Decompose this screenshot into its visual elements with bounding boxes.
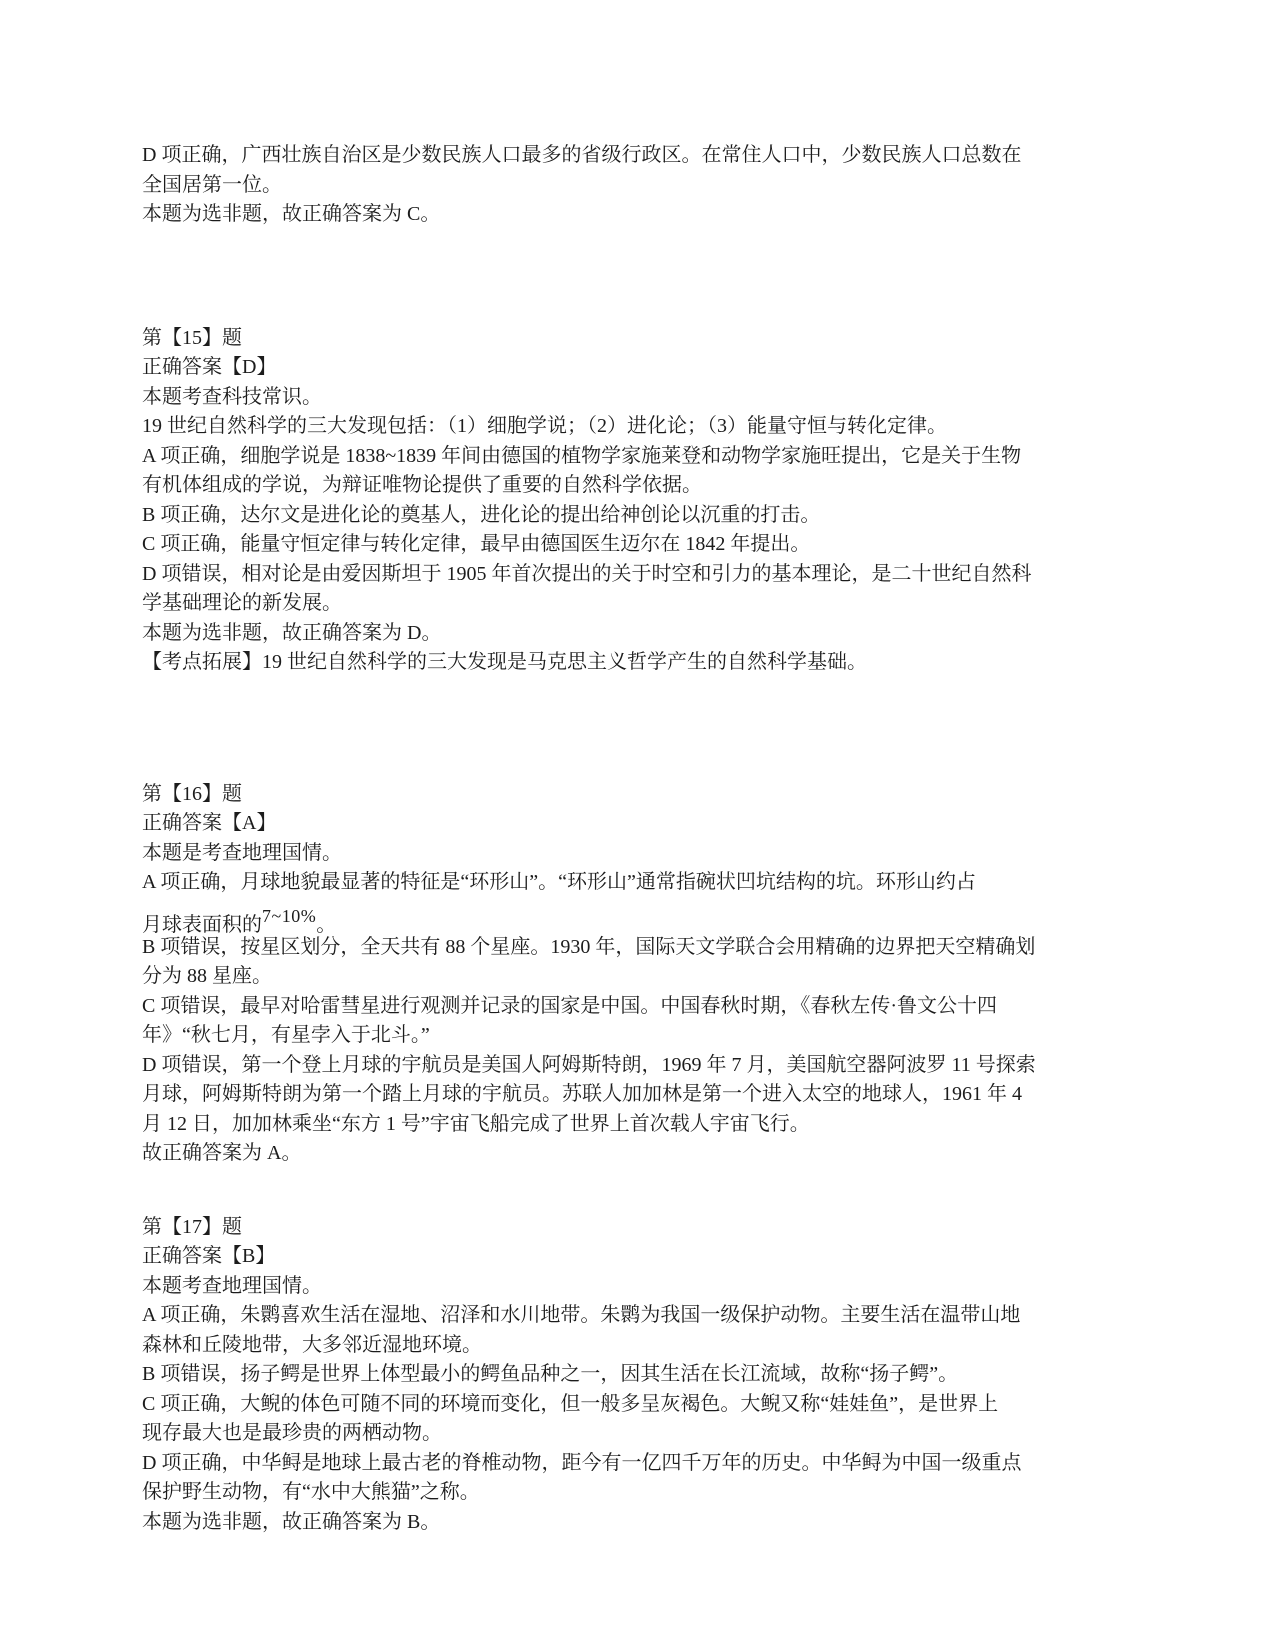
answer-label: 正确答案【B】	[142, 1245, 276, 1267]
question-title: 第【15】题	[142, 326, 242, 349]
text-line: 本题为选非题，故正确答案为 D。	[142, 621, 442, 644]
question-15-section	[142, 324, 1145, 678]
text-line: C 项正确，能量守恒定律与转化定律，最早由德国医生迈尔在 1842 年提出。	[142, 533, 811, 555]
section-gap	[142, 678, 1145, 780]
question-17-section	[142, 1213, 1145, 1538]
text-line: 年》“秋七月，有星孛入于北斗。”	[142, 1024, 430, 1046]
text-line: 月 12 日，加加林乘坐“东方 1 号”宇宙飞船完成了世界上首次载人宇宙飞行。	[142, 1112, 810, 1135]
text-line: A 项正确，月球地貌最显著的特征是“环形山”。“环形山”通常指碗状凹坑结构的坑。环形山约占	[142, 871, 976, 893]
text-line: 现存最大也是最珍贵的两栖动物。	[142, 1422, 442, 1444]
text-line: D 项错误，相对论是由爱因斯坦于 1905 年首次提出的关于时空和引力的基本理论，是二十世纪自然科	[142, 562, 1032, 585]
formula-suffix: 。	[316, 913, 337, 936]
text-line: 森林和丘陵地带，大多邻近湿地环境。	[142, 1333, 482, 1356]
question-title: 第【16】题	[142, 782, 242, 805]
text-line: B 项正确，达尔文是进化论的奠基人，进化论的提出给神创论以沉重的打击。	[142, 503, 821, 526]
text-line: A 项正确，细胞学说是 1838~1839 年间由德国的植物学家施莱登和动物学家施旺提出，它是关于生物	[142, 444, 1022, 467]
formula-prefix: 月球表面积的	[142, 913, 262, 936]
text-line: 月球，阿姆斯特朗为第一个踏上月球的宇航员。苏联人加加林是第一个进入太空的地球人，1961 年 4	[142, 1083, 1022, 1105]
text-line: 有机体组成的学说，为辩证唯物论提供了重要的自然科学依据。	[142, 474, 702, 496]
text-line: 学基础理论的新发展。	[142, 592, 342, 614]
question-16-section	[142, 780, 1145, 1169]
text-line: 本题是考查地理国情。	[142, 841, 342, 864]
text-line: 本题为选非题，故正确答案为 B。	[142, 1510, 441, 1533]
text-line: 故正确答案为 A。	[142, 1142, 302, 1164]
text-line: 分为 88 星座。	[142, 965, 272, 987]
section-gap	[142, 230, 1145, 324]
text-line-with-formula	[142, 898, 1145, 936]
answer-label: 正确答案【A】	[142, 812, 277, 834]
formula-superscript: 7~10%	[262, 905, 317, 926]
text-line: A 项正确，朱鹮喜欢生活在湿地、沼泽和水川地带。朱鹮为我国一级保护动物。主要生活在温带山地	[142, 1304, 1021, 1326]
text-line: 本题考查地理国情。	[142, 1274, 322, 1297]
text-line: D 项正确，中华鲟是地球上最古老的脊椎动物，距今有一亿四千万年的历史。中华鲟为中国一级重点	[142, 1451, 1022, 1474]
text-line: 【考点拓展】19 世纪自然科学的三大发现是马克思主义哲学产生的自然科学基础。	[142, 651, 867, 673]
text-line: D 项错误，第一个登上月球的宇航员是美国人阿姆斯特朗，1969 年 7 月，美国航空器阿波罗 11 号探索	[142, 1053, 1036, 1076]
text-line: 本题考查科技常识。	[142, 385, 322, 408]
text-line: C 项正确，大鲵的体色可随不同的环境而变化，但一般多呈灰褐色。大鲵又称“娃娃鱼”，是世界上	[142, 1392, 999, 1415]
text-line: 保护野生动物，有“水中大熊猫”之称。	[142, 1481, 480, 1503]
text-line: 本题为选非题，故正确答案为 C。	[142, 203, 441, 225]
text-line: B 项错误，按星区划分，全天共有 88 个星座。1930 年，国际天文学联合会用精确的边界把天空精确划	[142, 935, 1036, 958]
answer-label: 正确答案【D】	[142, 356, 277, 378]
text-line: B 项错误，扬子鳄是世界上体型最小的鳄鱼品种之一，因其生活在长江流域，故称“扬子鳄”。	[142, 1363, 959, 1385]
text-line: 19 世纪自然科学的三大发现包括：（1）细胞学说；（2）进化论；（3）能量守恒与转化定律。	[142, 415, 947, 437]
section-gap	[142, 1169, 1145, 1213]
question-title: 第【17】题	[142, 1215, 242, 1238]
text-line: C 项错误，最早对哈雷彗星进行观测并记录的国家是中国。中国春秋时期，《春秋左传·鲁文公十四	[142, 994, 997, 1017]
answer-fragment-q14	[142, 141, 1145, 230]
text-line: D 项正确，广西壮族自治区是少数民族人口最多的省级行政区。在常住人口中，少数民族人口总数在	[142, 144, 1022, 166]
text-line: 全国居第一位。	[142, 173, 282, 196]
